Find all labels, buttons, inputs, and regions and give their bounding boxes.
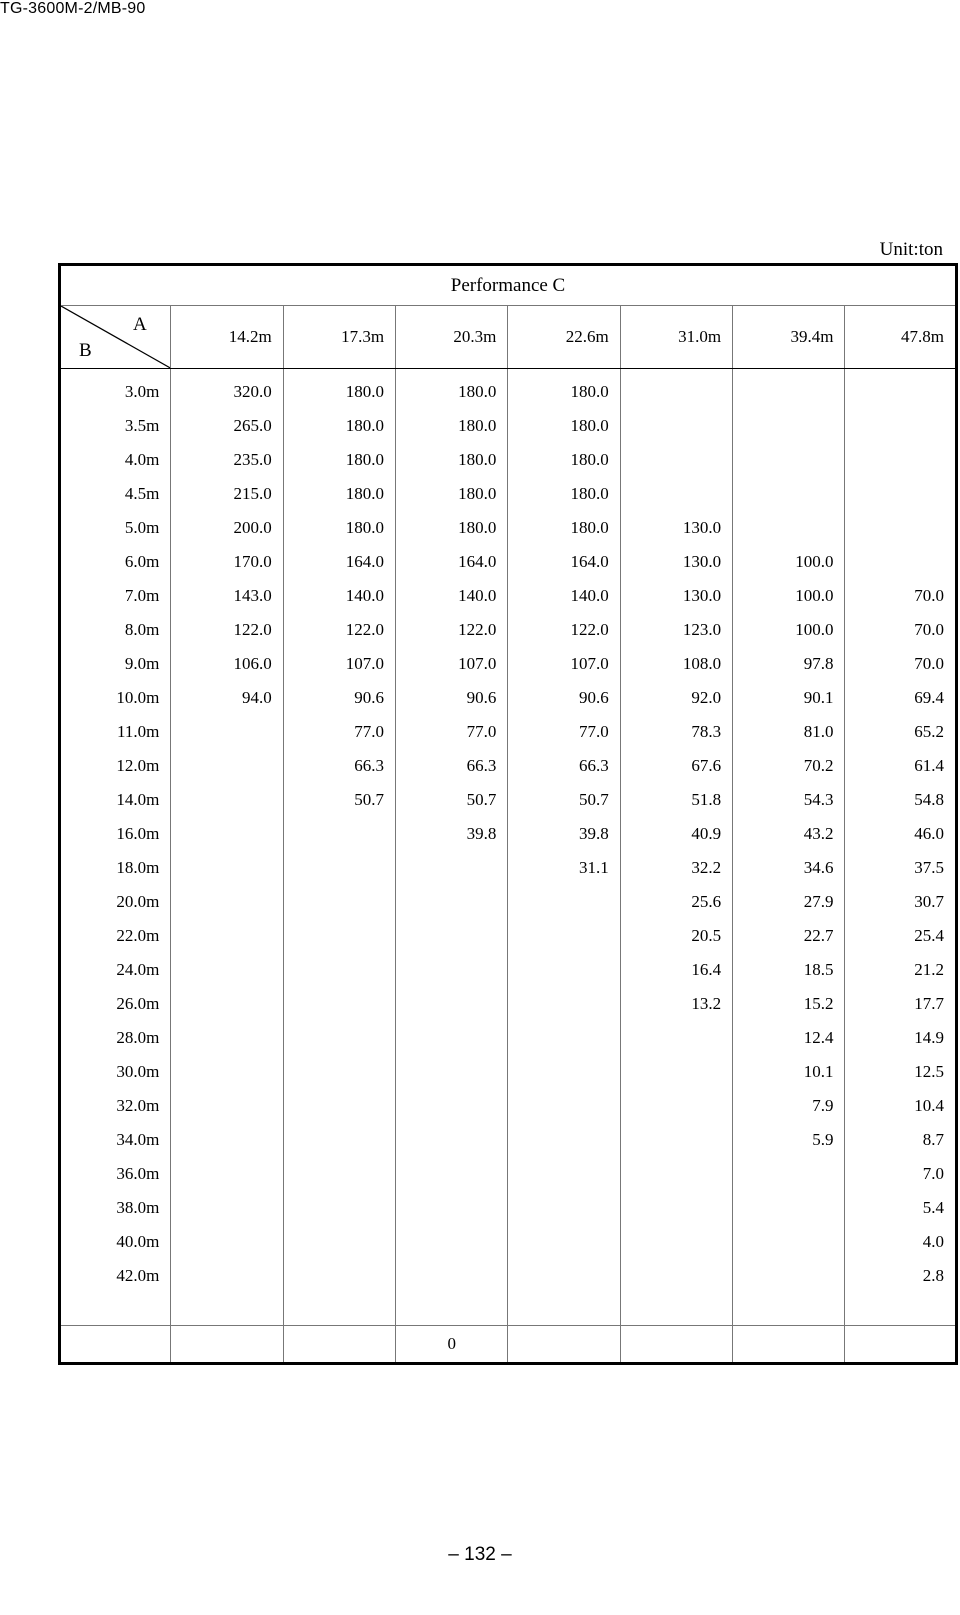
table-cell (171, 1021, 283, 1055)
table-row (60, 919, 957, 953)
table-cell: 235.0 (171, 443, 283, 477)
empty-cell (508, 1293, 620, 1326)
performance-table (58, 263, 958, 1365)
table-cell: 15.2 (733, 987, 845, 1021)
table-row (60, 647, 957, 681)
column-header: 31.0m (620, 306, 732, 369)
table-cell: 100.0 (733, 613, 845, 647)
table-cell (171, 749, 283, 783)
table-cell: 180.0 (396, 409, 508, 443)
table-cell: 170.0 (171, 545, 283, 579)
table-cell (508, 1055, 620, 1089)
table-cell (396, 1225, 508, 1259)
table-cell (396, 885, 508, 919)
table-cell (396, 1021, 508, 1055)
table-cell: 70.0 (845, 647, 957, 681)
table-cell: 14.9 (845, 1021, 957, 1055)
row-label: 34.0m (60, 1123, 171, 1157)
table-cell (283, 1055, 395, 1089)
table-cell: 180.0 (508, 409, 620, 443)
empty-cell (733, 1326, 845, 1364)
corner-header-cell (60, 306, 171, 369)
table-cell (171, 1259, 283, 1293)
row-label: 9.0m (60, 647, 171, 681)
table-cell: 164.0 (283, 545, 395, 579)
table-cell: 77.0 (396, 715, 508, 749)
table-cell: 50.7 (508, 783, 620, 817)
table-row (60, 783, 957, 817)
table-cell: 180.0 (396, 443, 508, 477)
table-cell: 180.0 (283, 477, 395, 511)
table-cell (396, 851, 508, 885)
table-row (60, 1157, 957, 1191)
table-cell: 10.4 (845, 1089, 957, 1123)
unit-label: Unit:ton (879, 239, 943, 260)
table-row (60, 613, 957, 647)
table-cell (620, 1021, 732, 1055)
table-cell (171, 783, 283, 817)
table-cell (171, 1225, 283, 1259)
table-cell: 39.8 (396, 817, 508, 851)
table-cell: 130.0 (620, 545, 732, 579)
table-cell: 8.7 (845, 1123, 957, 1157)
row-label: 5.0m (60, 511, 171, 545)
table-cell: 4.0 (845, 1225, 957, 1259)
table-cell: 77.0 (283, 715, 395, 749)
table-cell (283, 987, 395, 1021)
empty-cell (508, 1326, 620, 1364)
table-cell: 16.4 (620, 953, 732, 987)
empty-cell (171, 1293, 283, 1326)
table-cell (620, 1225, 732, 1259)
empty-cell (620, 1293, 732, 1326)
table-cell (171, 1123, 283, 1157)
table-cell: 78.3 (620, 715, 732, 749)
table-cell (733, 511, 845, 545)
table-row (60, 885, 957, 919)
table-cell (508, 953, 620, 987)
row-label: 40.0m (60, 1225, 171, 1259)
table-row (60, 749, 957, 783)
empty-cell (171, 1326, 283, 1364)
table-row (60, 715, 957, 749)
table-cell (733, 1225, 845, 1259)
table-cell: 12.5 (845, 1055, 957, 1089)
empty-cell (283, 1293, 395, 1326)
table-cell (845, 545, 957, 579)
table-cell (620, 1123, 732, 1157)
table-cell: 77.0 (508, 715, 620, 749)
table-cell (508, 1259, 620, 1293)
table-row (60, 579, 957, 613)
column-header: 17.3m (283, 306, 395, 369)
table-cell: 43.2 (733, 817, 845, 851)
table-cell: 180.0 (283, 443, 395, 477)
row-label: 11.0m (60, 715, 171, 749)
table-cell (508, 885, 620, 919)
table-row (60, 1225, 957, 1259)
table-cell (283, 1157, 395, 1191)
empty-cell (60, 1326, 171, 1364)
table-cell: 122.0 (283, 613, 395, 647)
table-cell: 67.6 (620, 749, 732, 783)
table-cell (620, 1055, 732, 1089)
column-header: 47.8m (845, 306, 957, 369)
table-cell: 61.4 (845, 749, 957, 783)
table-cell: 25.6 (620, 885, 732, 919)
table-cell: 180.0 (283, 409, 395, 443)
table-cell: 21.2 (845, 953, 957, 987)
table-cell (283, 1021, 395, 1055)
table-cell (171, 919, 283, 953)
table-cell (620, 477, 732, 511)
table-cell: 69.4 (845, 681, 957, 715)
table-row (60, 1191, 957, 1225)
table-cell (396, 1259, 508, 1293)
document-id: TG-3600M-2/MB-90 (0, 0, 146, 17)
table-cell (171, 1157, 283, 1191)
table-cell (171, 1191, 283, 1225)
table-cell: 70.2 (733, 749, 845, 783)
table-row (60, 1021, 957, 1055)
table-cell (171, 817, 283, 851)
column-header: 20.3m (396, 306, 508, 369)
table-cell (733, 1191, 845, 1225)
table-cell (733, 1259, 845, 1293)
table-cell (283, 885, 395, 919)
table-cell: 107.0 (283, 647, 395, 681)
table-cell (733, 477, 845, 511)
table-cell: 66.3 (508, 749, 620, 783)
table-cell (283, 1123, 395, 1157)
table-cell: 100.0 (733, 545, 845, 579)
table-cell: 39.8 (508, 817, 620, 851)
empty-cell (733, 1293, 845, 1326)
table-cell (845, 477, 957, 511)
empty-cell (845, 1293, 957, 1326)
table-cell (171, 1055, 283, 1089)
table-cell (283, 919, 395, 953)
table-cell (508, 1089, 620, 1123)
table-cell (508, 1123, 620, 1157)
table-cell (620, 1259, 732, 1293)
corner-label-a: A (133, 314, 147, 335)
table-cell: 37.5 (845, 851, 957, 885)
table-cell: 22.7 (733, 919, 845, 953)
table-cell (171, 715, 283, 749)
table-cell: 54.3 (733, 783, 845, 817)
table-cell: 123.0 (620, 613, 732, 647)
table-cell: 66.3 (396, 749, 508, 783)
table-title: Performance C (60, 265, 957, 306)
table-cell: 130.0 (620, 579, 732, 613)
table-cell: 122.0 (171, 613, 283, 647)
table-cell: 50.7 (283, 783, 395, 817)
table-cell (508, 919, 620, 953)
footer-row (60, 1326, 957, 1364)
table-cell (845, 511, 957, 545)
table-cell: 27.9 (733, 885, 845, 919)
table-cell: 180.0 (283, 369, 395, 410)
table-cell (620, 409, 732, 443)
table-cell: 180.0 (396, 369, 508, 410)
table-cell: 200.0 (171, 511, 283, 545)
table-cell: 7.9 (733, 1089, 845, 1123)
table-cell: 70.0 (845, 613, 957, 647)
table-cell: 50.7 (396, 783, 508, 817)
table-cell: 215.0 (171, 477, 283, 511)
table-title-row (60, 265, 957, 306)
table-row (60, 545, 957, 579)
table-cell: 54.8 (845, 783, 957, 817)
table-cell (171, 851, 283, 885)
table-cell: 81.0 (733, 715, 845, 749)
table-cell: 30.7 (845, 885, 957, 919)
table-cell (283, 1191, 395, 1225)
table-cell: 70.0 (845, 579, 957, 613)
table-cell: 32.2 (620, 851, 732, 885)
table-cell (620, 1089, 732, 1123)
table-cell: 18.5 (733, 953, 845, 987)
row-label: 10.0m (60, 681, 171, 715)
table-cell (845, 443, 957, 477)
table-cell (508, 1191, 620, 1225)
row-label: 6.0m (60, 545, 171, 579)
table-cell (845, 409, 957, 443)
table-cell: 122.0 (508, 613, 620, 647)
table-cell: 20.5 (620, 919, 732, 953)
table-cell: 180.0 (508, 443, 620, 477)
header-row (60, 306, 957, 369)
blank-row (60, 1293, 957, 1326)
table-row (60, 681, 957, 715)
table-cell: 164.0 (508, 545, 620, 579)
table-cell (396, 919, 508, 953)
table-cell (508, 1225, 620, 1259)
column-header: 22.6m (508, 306, 620, 369)
table-cell (171, 885, 283, 919)
table-cell: 10.1 (733, 1055, 845, 1089)
row-label: 18.0m (60, 851, 171, 885)
table-cell: 5.9 (733, 1123, 845, 1157)
table-cell: 90.6 (283, 681, 395, 715)
row-label: 24.0m (60, 953, 171, 987)
table-cell (396, 1191, 508, 1225)
row-label: 22.0m (60, 919, 171, 953)
table-cell (396, 987, 508, 1021)
table-cell: 31.1 (508, 851, 620, 885)
table-cell: 7.0 (845, 1157, 957, 1191)
table-cell: 40.9 (620, 817, 732, 851)
table-cell (283, 1225, 395, 1259)
diagonal-divider (61, 306, 170, 368)
table-cell (396, 1089, 508, 1123)
table-row (60, 1055, 957, 1089)
table-cell: 180.0 (283, 511, 395, 545)
table-row (60, 987, 957, 1021)
table-cell: 12.4 (733, 1021, 845, 1055)
table-row (60, 477, 957, 511)
table-cell: 180.0 (508, 477, 620, 511)
table-cell (396, 1123, 508, 1157)
table-cell: 46.0 (845, 817, 957, 851)
empty-cell (620, 1326, 732, 1364)
table-cell (283, 817, 395, 851)
table-cell: 90.6 (396, 681, 508, 715)
table-cell: 94.0 (171, 681, 283, 715)
table-cell: 122.0 (396, 613, 508, 647)
table-cell (396, 1157, 508, 1191)
row-label: 26.0m (60, 987, 171, 1021)
row-label: 38.0m (60, 1191, 171, 1225)
table-cell (396, 1055, 508, 1089)
corner-label-b: B (79, 340, 92, 361)
table-cell: 107.0 (396, 647, 508, 681)
footer-value-cell: 0 (396, 1326, 508, 1364)
table-cell (508, 1021, 620, 1055)
table-row (60, 851, 957, 885)
empty-cell (283, 1326, 395, 1364)
empty-cell (396, 1293, 508, 1326)
row-label: 36.0m (60, 1157, 171, 1191)
table-cell: 130.0 (620, 511, 732, 545)
row-label: 42.0m (60, 1259, 171, 1293)
table-row (60, 409, 957, 443)
table-cell (733, 443, 845, 477)
table-row (60, 817, 957, 851)
page-number: – 132 – (448, 1544, 512, 1565)
table-cell: 180.0 (508, 369, 620, 410)
table-cell: 34.6 (733, 851, 845, 885)
table-cell: 13.2 (620, 987, 732, 1021)
table-cell: 265.0 (171, 409, 283, 443)
table-cell: 17.7 (845, 987, 957, 1021)
table-cell: 106.0 (171, 647, 283, 681)
table-row (60, 1123, 957, 1157)
table-cell: 320.0 (171, 369, 283, 410)
row-label: 12.0m (60, 749, 171, 783)
row-label: 8.0m (60, 613, 171, 647)
row-label: 4.5m (60, 477, 171, 511)
table-cell (508, 1157, 620, 1191)
column-header: 14.2m (171, 306, 283, 369)
empty-cell (845, 1326, 957, 1364)
table-cell (396, 953, 508, 987)
table-cell: 25.4 (845, 919, 957, 953)
table-cell: 140.0 (283, 579, 395, 613)
row-label: 14.0m (60, 783, 171, 817)
table-cell (733, 369, 845, 410)
table-cell: 65.2 (845, 715, 957, 749)
table-row (60, 369, 957, 410)
row-label: 4.0m (60, 443, 171, 477)
table-cell: 107.0 (508, 647, 620, 681)
table-cell: 180.0 (508, 511, 620, 545)
column-header: 39.4m (733, 306, 845, 369)
row-label: 3.5m (60, 409, 171, 443)
table-cell (283, 953, 395, 987)
table-cell: 97.8 (733, 647, 845, 681)
table-row (60, 1089, 957, 1123)
row-label: 3.0m (60, 369, 171, 410)
table-cell: 100.0 (733, 579, 845, 613)
table-cell: 108.0 (620, 647, 732, 681)
table-cell: 66.3 (283, 749, 395, 783)
table-cell: 180.0 (396, 477, 508, 511)
row-label: 30.0m (60, 1055, 171, 1089)
table-cell: 140.0 (508, 579, 620, 613)
table-cell (171, 953, 283, 987)
table-cell (171, 1089, 283, 1123)
table-cell: 90.1 (733, 681, 845, 715)
table-cell (733, 409, 845, 443)
table-cell: 92.0 (620, 681, 732, 715)
table-cell: 5.4 (845, 1191, 957, 1225)
table-cell (620, 1191, 732, 1225)
table-row (60, 953, 957, 987)
table-cell: 140.0 (396, 579, 508, 613)
empty-cell (60, 1293, 171, 1326)
table-cell (283, 1259, 395, 1293)
table-cell (620, 369, 732, 410)
table-cell (283, 1089, 395, 1123)
row-label: 20.0m (60, 885, 171, 919)
table-cell: 143.0 (171, 579, 283, 613)
table-cell: 90.6 (508, 681, 620, 715)
table-cell (845, 369, 957, 410)
row-label: 16.0m (60, 817, 171, 851)
table-row (60, 511, 957, 545)
row-label: 28.0m (60, 1021, 171, 1055)
row-label: 7.0m (60, 579, 171, 613)
table-cell: 51.8 (620, 783, 732, 817)
table-cell (283, 851, 395, 885)
table-row (60, 443, 957, 477)
row-label: 32.0m (60, 1089, 171, 1123)
table-row (60, 1259, 957, 1293)
table-cell (733, 1157, 845, 1191)
table-cell: 2.8 (845, 1259, 957, 1293)
table-cell (508, 987, 620, 1021)
table-cell (171, 987, 283, 1021)
table-cell: 180.0 (396, 511, 508, 545)
table-cell (620, 1157, 732, 1191)
table-cell: 164.0 (396, 545, 508, 579)
table-cell (620, 443, 732, 477)
